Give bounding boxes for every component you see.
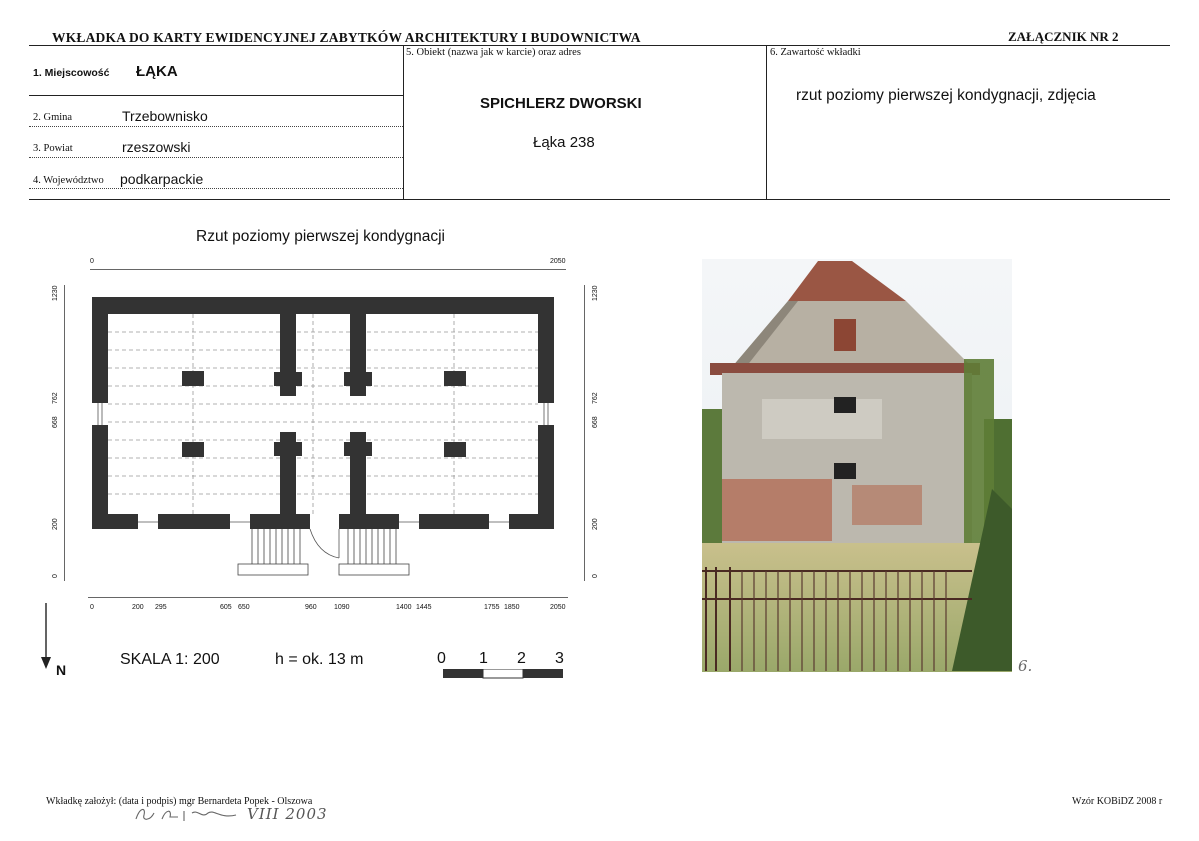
left-dim: 1230	[52, 285, 59, 301]
floor-plan-drawing	[88, 292, 560, 582]
commune-rule	[29, 126, 403, 127]
county-label: 3. Powiat	[33, 143, 73, 154]
table-bottom-rule	[29, 199, 1170, 200]
left-dimension-line	[64, 285, 65, 581]
top-dim-start: 0	[90, 258, 94, 265]
signature-scribble	[132, 805, 242, 825]
column-divider-2	[766, 45, 767, 200]
object-label: 5. Obiekt (nazwa jak w karcie) oraz adres	[406, 47, 581, 58]
object-address: Łąka 238	[533, 134, 595, 151]
locality-value: ŁĄKA	[136, 63, 178, 80]
content-label: 6. Zawartość wkładki	[770, 47, 861, 58]
county-rule	[29, 157, 403, 158]
commune-label: 2. Gmina	[33, 112, 73, 123]
plan-title: Rzut poziomy pierwszej kondygnacji	[196, 228, 445, 245]
scale-tick: 3	[555, 650, 564, 667]
bottom-dim: 2050	[550, 604, 566, 611]
bottom-dim: 1445	[416, 604, 432, 611]
right-dimension-line	[584, 285, 585, 581]
left-dim: 762	[52, 392, 59, 404]
photo-number: 6.	[1018, 657, 1033, 675]
bottom-dim: 1090	[334, 604, 350, 611]
bottom-dimension-line	[88, 597, 568, 598]
bottom-dim: 1850	[504, 604, 520, 611]
template-label: Wzór KOBiDZ 2008 r	[1072, 796, 1163, 807]
bottom-dim: 0	[90, 604, 94, 611]
bottom-dim: 1755	[484, 604, 500, 611]
content-value: rzut poziomy pierwszej kondygnacji, zdjęcia	[796, 87, 1096, 104]
scale-tick: 1	[479, 650, 488, 667]
locality-rule	[29, 95, 403, 96]
bottom-dim: 200	[132, 604, 144, 611]
voivodeship-rule	[29, 188, 403, 189]
height-label: h = ok. 13 m	[275, 651, 364, 668]
bottom-dim: 295	[155, 604, 167, 611]
voivodeship-label: 4. Województwo	[33, 175, 104, 186]
granary-photo	[702, 259, 1012, 672]
scale-label: SKALA 1: 200	[120, 651, 220, 668]
column-divider-1	[403, 45, 404, 200]
county-value: rzeszowski	[122, 139, 191, 155]
commune-value: Trzebownisko	[122, 108, 208, 124]
signature-date: VIII 2003	[247, 805, 328, 823]
top-dimension-line	[90, 269, 566, 270]
voivodeship-value: podkarpackie	[120, 171, 204, 187]
left-dim: 668	[52, 416, 59, 428]
scale-bar	[443, 669, 563, 679]
right-dim: 200	[592, 518, 599, 530]
header-rule	[29, 45, 1170, 46]
bottom-dim: 650	[238, 604, 250, 611]
bottom-dim: 605	[220, 604, 232, 611]
locality-label: 1. Miejscowość	[33, 67, 110, 79]
north-label: N	[56, 662, 67, 678]
right-dim: 762	[592, 392, 599, 404]
bottom-dim: 960	[305, 604, 317, 611]
right-dim: 0	[592, 574, 599, 578]
bottom-dim: 1400	[396, 604, 412, 611]
left-dim: 200	[52, 518, 59, 530]
right-dim: 1230	[592, 285, 599, 301]
right-dim: 668	[592, 416, 599, 428]
object-name: SPICHLERZ DWORSKI	[480, 95, 642, 112]
north-arrow-icon	[40, 603, 52, 669]
author-line: Wkładkę założył: (data i podpis) mgr Bernardeta Popek - Olszowa	[46, 796, 313, 807]
left-dim: 0	[52, 574, 59, 578]
scale-tick: 0	[437, 650, 446, 667]
document-title: WKŁADKA DO KARTY EWIDENCYJNEJ ZABYTKÓW ARCHITEKTURY I BUDOWNICTWA	[52, 30, 641, 45]
annex-label: ZAŁĄCZNIK NR 2	[1008, 29, 1119, 44]
top-dim-end: 2050	[550, 258, 566, 265]
scale-tick: 2	[517, 650, 526, 667]
